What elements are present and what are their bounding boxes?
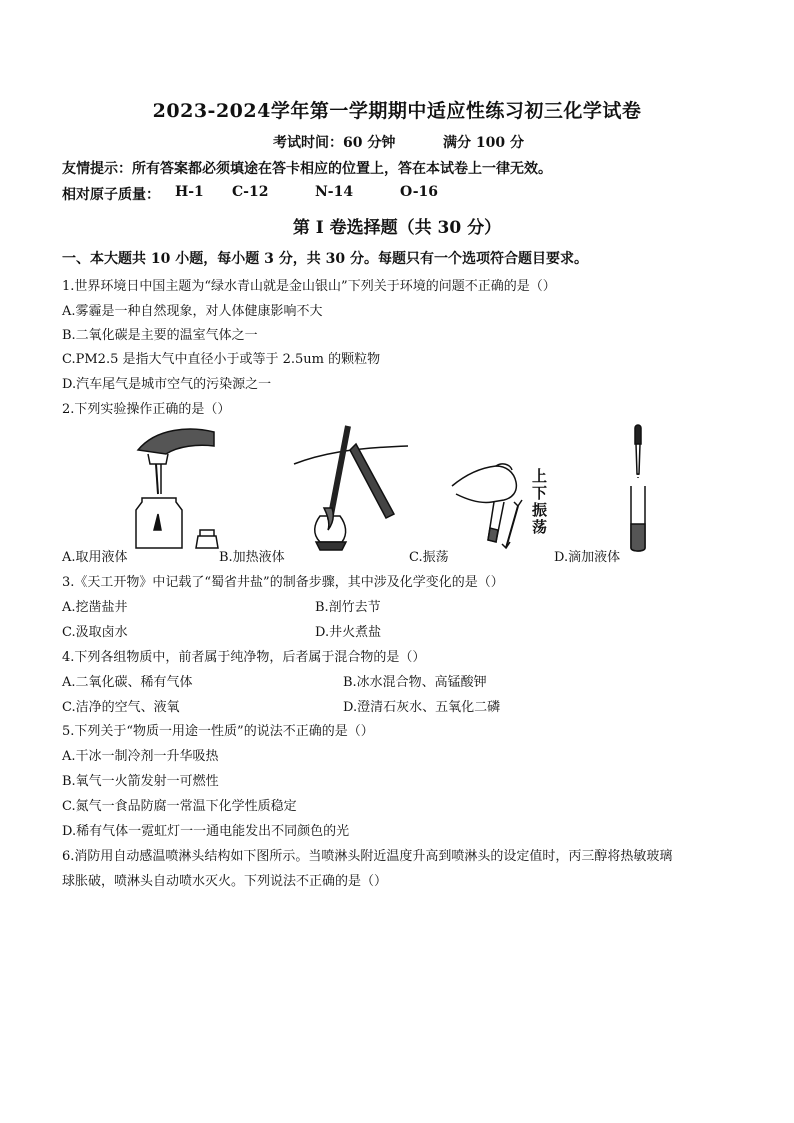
q4-option-c: C.洁净的空气、液氧 — [62, 700, 180, 715]
atomic-mass-n: N-14 — [315, 184, 354, 200]
section-title: 第 I 卷选择题（共 30 分） — [292, 218, 502, 238]
atomic-mass-o: O-16 — [400, 184, 439, 200]
section-instruction: 一、本大题共 10 小题，每小题 3 分，共 30 分。每题只有一个选项符合题目要求。 — [62, 251, 588, 267]
q2-option-c: C.振荡 — [409, 550, 449, 565]
q5-option-b: B.氧气一火箭发射一可燃性 — [62, 774, 219, 789]
q6-stem-line2: 球胀破，喷淋头自动喷水灭火。下列说法不正确的是（） — [62, 874, 388, 889]
q2-option-a: A.取用液体 — [62, 550, 128, 565]
q5-option-d: D.稀有气体一霓虹灯一一通电能发出不同颜色的光 — [62, 824, 350, 839]
q2-option-b: B.加热液体 — [219, 550, 285, 565]
q1-option-a: A.雾霾是一种自然现象，对人体健康影响不大 — [62, 304, 323, 319]
q1-stem: 1.世界环境日中国主题为“绿水青山就是金山银山”下列关于环境的问题不正确的是（） — [62, 279, 556, 294]
q3-option-b: B.剖竹去节 — [315, 600, 381, 615]
shake-char-1: 上 — [532, 467, 548, 485]
q3-option-a: A.挖凿盐井 — [62, 600, 128, 615]
friendly-tip: 友情提示：所有答案都必须填途在答卡相应的位置上，答在本试卷上一律无效。 — [62, 161, 552, 177]
q4-stem: 4.下列各组物质中，前者属于纯净物，后者属于混合物的是（） — [62, 650, 426, 665]
q3-stem: 3.《天工开物》中记载了“蜀省井盐”的制备步骤，其中涉及化学变化的是（） — [62, 575, 504, 590]
q4-option-a: A.二氧化碳、稀有气体 — [62, 675, 193, 690]
figure-shake — [448, 458, 528, 552]
figure-take-liquid — [128, 424, 238, 552]
q1-option-c: C.PM2.5 是指大气中直径小于或等于 2.5um 的颗粒物 — [62, 352, 381, 367]
q5-option-c: C.氮气一食品防腐一常温下化学性质稳定 — [62, 799, 297, 814]
exam-title: 2023-2024学年第一学期期中适应性练习初三化学试卷 — [152, 100, 642, 122]
q2-option-d: D.滴加液体 — [554, 550, 621, 565]
atomic-mass-h: H-1 — [175, 184, 204, 200]
q1-option-d: D.汽车尾气是城市空气的污染源之一 — [62, 377, 272, 392]
figure-heat-liquid — [290, 424, 410, 552]
shake-char-2: 下 — [532, 484, 548, 502]
atomic-mass-label: 相对原子质量： — [62, 187, 160, 203]
q6-stem-line1: 6.消防用自动感温喷淋头结构如下图所示。当喷淋头附近温度升高到喷淋头的设定值时，丙三醇将热敏玻璃 — [62, 849, 673, 864]
figure-drop-liquid — [624, 424, 652, 554]
exam-time: 考试时间：60 分钟 — [273, 135, 396, 151]
q3-option-d: D.井火煮盐 — [315, 625, 382, 640]
q3-option-c: C.汲取卤水 — [62, 625, 128, 640]
q5-stem: 5.下列关于“物质一用途一性质”的说法不正确的是（） — [62, 724, 374, 739]
q5-option-a: A.干冰一制冷剂一升华吸热 — [62, 749, 219, 764]
q4-option-b: B.冰水混合物、高锰酸钾 — [343, 675, 487, 690]
shake-char-3: 振 — [532, 501, 548, 519]
atomic-mass-c: C-12 — [232, 184, 269, 200]
shake-char-4: 荡 — [532, 518, 548, 536]
exam-score: 满分 100 分 — [443, 135, 524, 151]
q1-option-b: B.二氧化碳是主要的温室气体之一 — [62, 328, 258, 343]
q2-stem: 2.下列实验操作正确的是（） — [62, 402, 231, 417]
shake-annotation — [532, 468, 547, 536]
q4-option-d: D.澄清石灰水、五氧化二磷 — [343, 700, 501, 715]
